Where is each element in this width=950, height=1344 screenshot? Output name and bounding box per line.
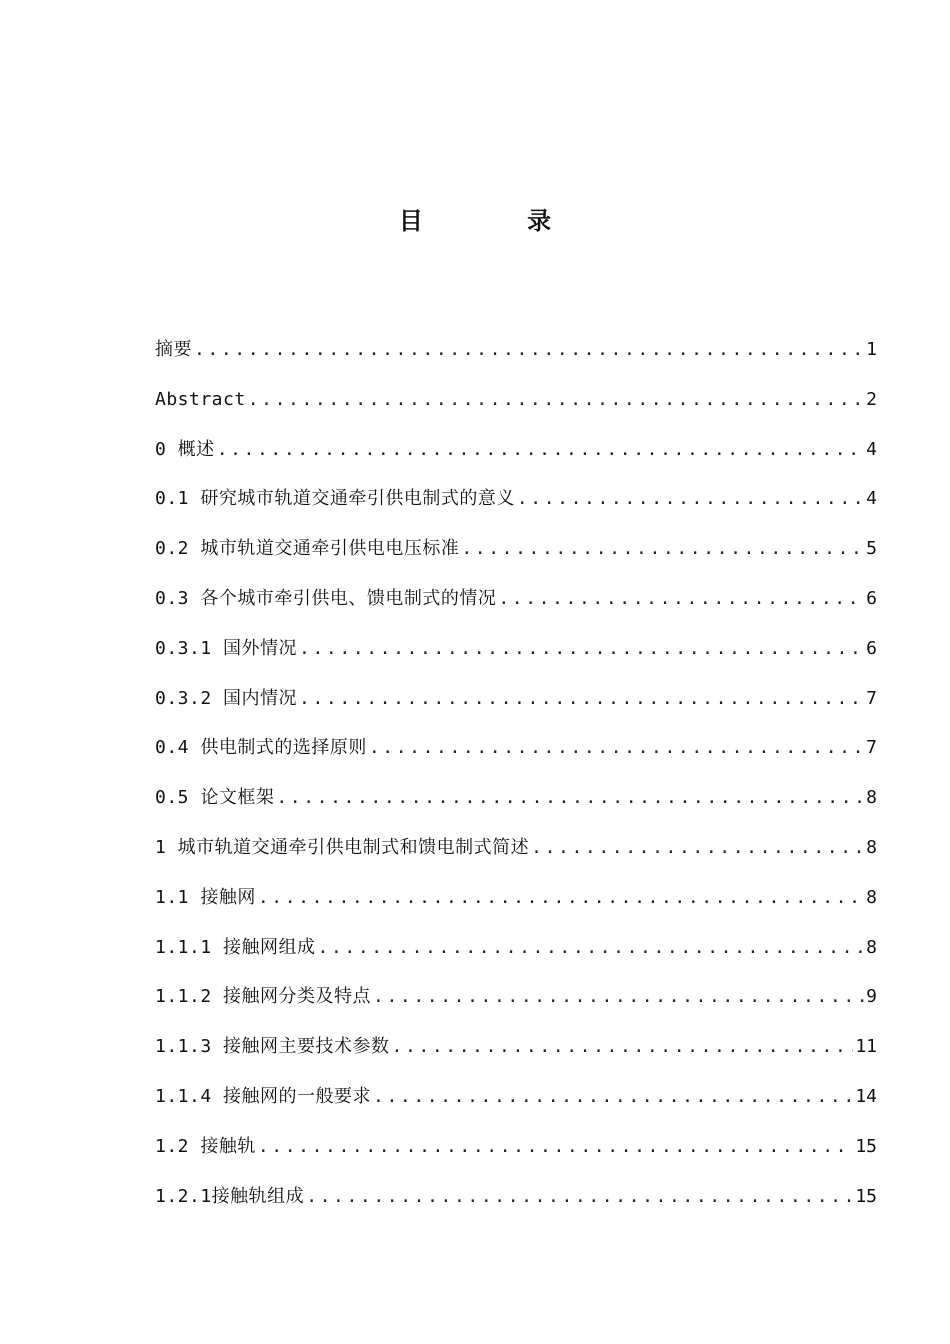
toc-entry-page: 4 bbox=[866, 438, 877, 460]
toc-entry-page: 7 bbox=[866, 687, 877, 709]
toc-leader-dots bbox=[274, 782, 864, 814]
toc-entry-text: 摘要 bbox=[155, 339, 192, 360]
toc-entry bbox=[155, 384, 877, 434]
toc-entry bbox=[155, 1131, 877, 1181]
toc-entry-text: 1.1 接触网 bbox=[155, 886, 256, 908]
toc-entry bbox=[155, 633, 877, 683]
toc-leader-dots bbox=[459, 533, 864, 565]
toc-entry bbox=[155, 683, 877, 733]
toc-entry-text: 1 城市轨道交通牵引供电制式和馈电制式简述 bbox=[155, 836, 530, 858]
toc-entry-page: 15 bbox=[855, 1135, 877, 1157]
toc-entry-page: 2 bbox=[866, 388, 877, 410]
toc-leader-dots bbox=[256, 1131, 853, 1163]
toc-entry-text: 1.1.4 接触网的一般要求 bbox=[155, 1085, 372, 1107]
toc-entry-page: 6 bbox=[866, 587, 877, 609]
toc-entry-page: 8 bbox=[866, 787, 877, 809]
toc-entry bbox=[155, 732, 877, 782]
toc-leader-dots bbox=[515, 483, 864, 515]
toc-entry bbox=[155, 1031, 877, 1081]
toc-leader-dots bbox=[367, 732, 864, 764]
toc-entry bbox=[155, 981, 877, 1031]
toc-entry-text: 1.2.1接触轨组成 bbox=[155, 1185, 305, 1207]
toc-entry bbox=[155, 832, 877, 882]
toc-entry bbox=[155, 1081, 877, 1131]
toc-entry-text: Abstract bbox=[155, 388, 246, 410]
toc-leader-dots bbox=[297, 683, 864, 715]
toc-entry-text: 1.1.3 接触网主要技术参数 bbox=[155, 1036, 390, 1058]
toc-entry-text: 0.5 论文框架 bbox=[155, 787, 275, 809]
toc-entry bbox=[155, 583, 877, 633]
toc-entry bbox=[155, 483, 877, 533]
toc-entry bbox=[155, 533, 877, 583]
toc-leader-dots bbox=[390, 1031, 854, 1063]
toc-list bbox=[155, 334, 877, 1230]
toc-entry-page: 8 bbox=[866, 836, 877, 858]
toc-entry bbox=[155, 882, 877, 932]
toc-entry-text: 0.4 供电制式的选择原则 bbox=[155, 737, 367, 759]
toc-entry-page: 1 bbox=[866, 339, 877, 360]
toc-entry-page: 7 bbox=[866, 737, 877, 759]
toc-entry-page: 15 bbox=[855, 1185, 877, 1207]
toc-entry bbox=[155, 434, 877, 484]
toc-entry-text: 1.1.1 接触网组成 bbox=[155, 936, 316, 958]
toc-leader-dots bbox=[304, 1181, 853, 1213]
toc-entry-page: 8 bbox=[866, 886, 877, 908]
toc-leader-dots bbox=[316, 932, 865, 964]
toc-entry-text: 0 概述 bbox=[155, 438, 215, 460]
toc-entry-text: 0.3 各个城市牵引供电、馈电制式的情况 bbox=[155, 587, 497, 609]
toc-entry bbox=[155, 1181, 877, 1231]
toc-leader-dots bbox=[215, 434, 864, 466]
toc-entry-text: 0.3.1 国外情况 bbox=[155, 637, 298, 659]
toc-leader-dots bbox=[529, 832, 864, 864]
toc-entry-page: 5 bbox=[866, 538, 877, 560]
toc-entry-text: 1.1.2 接触网分类及特点 bbox=[155, 986, 372, 1008]
toc-entry-page: 14 bbox=[855, 1085, 877, 1107]
toc-leader-dots bbox=[192, 334, 864, 366]
toc-leader-dots bbox=[496, 583, 864, 615]
toc-entry-page: 11 bbox=[855, 1036, 877, 1058]
toc-entry-text: 0.1 研究城市轨道交通牵引供电制式的意义 bbox=[155, 488, 515, 510]
toc-entry-text: 0.3.2 国内情况 bbox=[155, 687, 298, 709]
toc-entry-text: 0.2 城市轨道交通牵引供电电压标准 bbox=[155, 538, 460, 560]
toc-entry-page: 8 bbox=[866, 936, 877, 958]
toc-entry bbox=[155, 782, 877, 832]
toc-entry-page: 6 bbox=[866, 637, 877, 659]
toc-leader-dots bbox=[371, 1081, 853, 1113]
toc-entry-text: 1.2 接触轨 bbox=[155, 1135, 256, 1157]
toc-leader-dots bbox=[371, 981, 864, 1013]
toc-leader-dots bbox=[246, 384, 864, 416]
toc-entry-page: 9 bbox=[866, 986, 877, 1008]
toc-title: 目 录 bbox=[398, 207, 600, 235]
toc-entry bbox=[155, 932, 877, 982]
toc-leader-dots bbox=[297, 633, 864, 665]
toc-entry bbox=[155, 334, 877, 384]
toc-entry-page: 4 bbox=[866, 488, 877, 510]
toc-leader-dots bbox=[256, 882, 864, 914]
